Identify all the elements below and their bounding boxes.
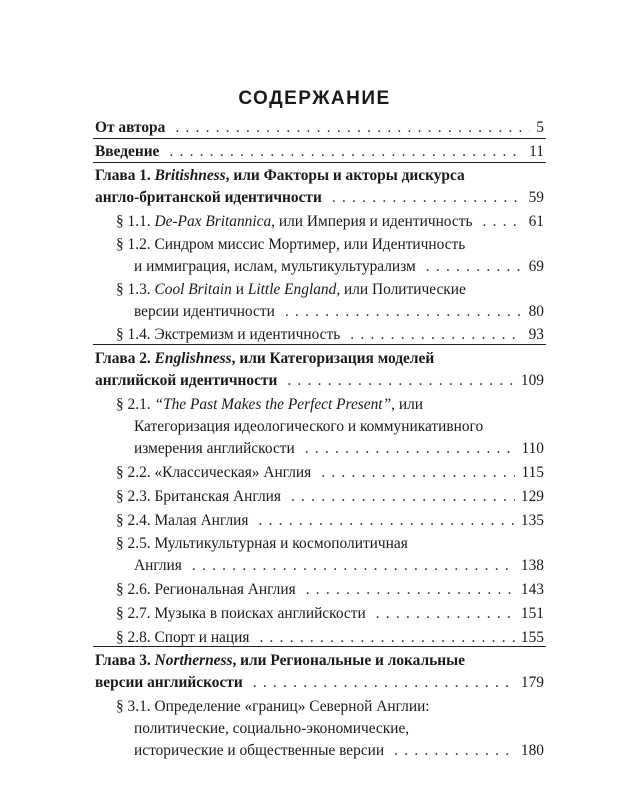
toc-entry-text xyxy=(134,555,182,577)
text-fragment: исторические и общественные версии xyxy=(134,742,385,759)
dot-leader xyxy=(285,301,523,323)
toc-entry-text xyxy=(95,672,243,694)
page-number: 179 xyxy=(520,674,544,691)
toc-entry-text xyxy=(95,650,465,672)
toc-entry-text xyxy=(116,324,340,346)
page-number: 69 xyxy=(528,258,544,275)
text-fragment: и иммиграция, ислам, мультикультурализм xyxy=(134,258,416,275)
toc-continuation-line xyxy=(134,438,544,460)
page-number: 61 xyxy=(528,213,544,230)
toc-entry-text xyxy=(95,187,322,209)
toc-entry-text xyxy=(134,416,483,438)
text-fragment: Глава 1. xyxy=(95,167,155,184)
dot-leader xyxy=(306,579,515,601)
text-fragment: § 2.1. xyxy=(116,396,155,413)
toc-chapter-line xyxy=(95,348,544,370)
toc-section-line xyxy=(116,279,544,301)
page-number: 180 xyxy=(520,742,544,759)
text-fragment: § 2.3. Британская Англия xyxy=(116,488,281,505)
toc-section-line xyxy=(116,324,544,346)
page-number: 110 xyxy=(521,440,544,457)
italic-term: Little England xyxy=(247,281,337,298)
toc-entry-text xyxy=(116,696,430,718)
text-fragment: версии идентичности xyxy=(134,303,275,320)
dot-leader xyxy=(175,117,530,139)
toc-entry-text xyxy=(116,533,408,555)
page-number: 155 xyxy=(520,629,544,646)
text-fragment: Введение xyxy=(95,143,160,160)
page-number: 80 xyxy=(528,303,544,320)
toc-continuation-line xyxy=(134,718,544,740)
page-number: 129 xyxy=(520,488,544,505)
dot-leader xyxy=(321,462,515,484)
text-fragment: § 2.6. Региональная Англия xyxy=(116,581,296,598)
toc-entry-text xyxy=(134,718,409,740)
text-fragment: § 1.1. xyxy=(116,213,155,230)
italic-term: Cool Britain xyxy=(154,281,232,298)
text-fragment: измерения английскости xyxy=(134,440,295,457)
toc-chapter-line xyxy=(95,370,544,392)
toc-chapter-line xyxy=(95,187,544,209)
toc-entry-text xyxy=(95,370,277,392)
dot-leader xyxy=(376,603,515,625)
page-number: 109 xyxy=(520,372,544,389)
dot-leader xyxy=(426,256,523,278)
toc-continuation-line xyxy=(134,740,544,762)
toc-entry-text xyxy=(95,165,465,187)
toc-section-line xyxy=(116,603,544,625)
page-number: 93 xyxy=(528,326,544,343)
dot-leader xyxy=(482,211,522,233)
toc-entry-text xyxy=(95,117,165,139)
italic-term: De-Pax Britannica xyxy=(154,213,272,230)
toc-entry-text xyxy=(116,486,281,508)
toc-chapter-line xyxy=(95,165,544,187)
toc-section-line xyxy=(116,510,544,532)
page-number: 11 xyxy=(529,143,544,160)
dot-leader xyxy=(291,486,515,508)
toc-section-line xyxy=(116,486,544,508)
text-fragment: § 1.2. Синдром миссис Мортимер, или Идентичность xyxy=(116,236,466,253)
toc-chapter-line xyxy=(95,672,544,694)
text-fragment: Глава 3. xyxy=(95,652,155,669)
page-number: 135 xyxy=(520,512,544,529)
text-fragment: § 2.2. «Классическая» Англия xyxy=(116,464,312,481)
text-fragment: английской идентичности xyxy=(95,372,278,389)
toc-continuation-line xyxy=(134,256,544,278)
toc-section-line xyxy=(116,234,544,256)
italic-term: Englishness xyxy=(154,350,232,367)
toc-entry-text xyxy=(116,279,466,301)
text-fragment: § 2.4. Малая Англия xyxy=(116,512,249,529)
text-fragment: , или Категоризация моделей xyxy=(231,350,435,367)
text-fragment: англо-британской идентичности xyxy=(95,189,322,206)
toc-entry-text xyxy=(116,510,248,532)
toc-entry-text xyxy=(95,141,159,163)
toc-chapter-line xyxy=(95,141,544,163)
page-number: 138 xyxy=(520,557,544,574)
text-fragment: § 2.7. Музыка в поисках английскости xyxy=(116,605,366,622)
text-fragment: § 2.8. Спорт и нация xyxy=(116,629,250,646)
toc-entry-text xyxy=(116,603,366,625)
page-number: 143 xyxy=(520,581,544,598)
toc-section-line xyxy=(116,462,544,484)
text-fragment: , или Политические xyxy=(336,281,466,298)
toc-entry-text xyxy=(116,462,311,484)
page-number: 59 xyxy=(528,189,544,206)
toc-chapter-line xyxy=(95,117,544,139)
page-number: 5 xyxy=(536,119,544,136)
text-fragment: § 2.5. Мультикультурная и космополитичная xyxy=(116,535,408,552)
toc-section-line xyxy=(116,696,544,718)
toc-section-line xyxy=(116,394,544,416)
dot-leader xyxy=(394,740,515,762)
toc-entry-text xyxy=(95,348,434,370)
text-fragment: § 3.1. Определение «границ» Северной Англии: xyxy=(116,698,430,715)
toc-section-line xyxy=(116,627,544,649)
toc-entry-text xyxy=(116,394,423,416)
text-fragment: Глава 2. xyxy=(95,350,155,367)
toc-entry-text xyxy=(116,627,249,649)
italic-term: “The Past Makes the Perfect Present” xyxy=(154,396,392,413)
text-fragment: § 1.4. Экстремизм и идентичность xyxy=(116,326,341,343)
toc-section-line xyxy=(116,533,544,555)
dot-leader xyxy=(192,555,515,577)
text-fragment: , или Факторы и акторы дискурса xyxy=(225,167,465,184)
toc-continuation-line xyxy=(134,301,544,323)
italic-term: Britishness xyxy=(154,167,226,184)
toc-chapter-line xyxy=(95,650,544,672)
page-title: СОДЕРЖАНИЕ xyxy=(238,88,391,109)
dot-leader xyxy=(258,510,514,532)
dot-leader xyxy=(253,672,515,694)
text-fragment: Англия xyxy=(134,557,182,574)
toc-entry-text xyxy=(116,211,472,233)
toc-section-line xyxy=(116,579,544,601)
toc-entry-text xyxy=(134,256,416,278)
toc-entry-text xyxy=(134,438,295,460)
text-fragment: , или Империя и идентичность xyxy=(271,213,473,230)
toc-entry-text xyxy=(134,740,384,762)
text-fragment: , или Региональные и локальные xyxy=(232,652,465,669)
dot-leader xyxy=(350,324,522,346)
text-fragment: версии английскости xyxy=(95,674,243,691)
dot-leader xyxy=(287,370,515,392)
dot-leader xyxy=(259,627,514,649)
toc-entry-text xyxy=(134,301,275,323)
dot-leader xyxy=(305,438,516,460)
dot-leader xyxy=(332,187,523,209)
toc-continuation-line xyxy=(134,555,544,577)
text-fragment: От автора xyxy=(95,119,166,136)
text-fragment: политические, социально-экономические, xyxy=(134,720,410,737)
text-fragment: Категоризация идеологического и коммуникативного xyxy=(134,418,484,435)
toc-entry-text xyxy=(116,234,465,256)
text-fragment: , или xyxy=(391,396,423,413)
page-number: 115 xyxy=(521,464,544,481)
toc-section-line xyxy=(116,211,544,233)
text-fragment: § 1.3. xyxy=(116,281,155,298)
toc-entry-text xyxy=(116,579,296,601)
italic-term: Northerness xyxy=(154,652,233,669)
page-number: 151 xyxy=(520,605,544,622)
toc-continuation-line xyxy=(134,416,544,438)
text-fragment: и xyxy=(231,281,248,298)
dot-leader xyxy=(169,141,523,163)
